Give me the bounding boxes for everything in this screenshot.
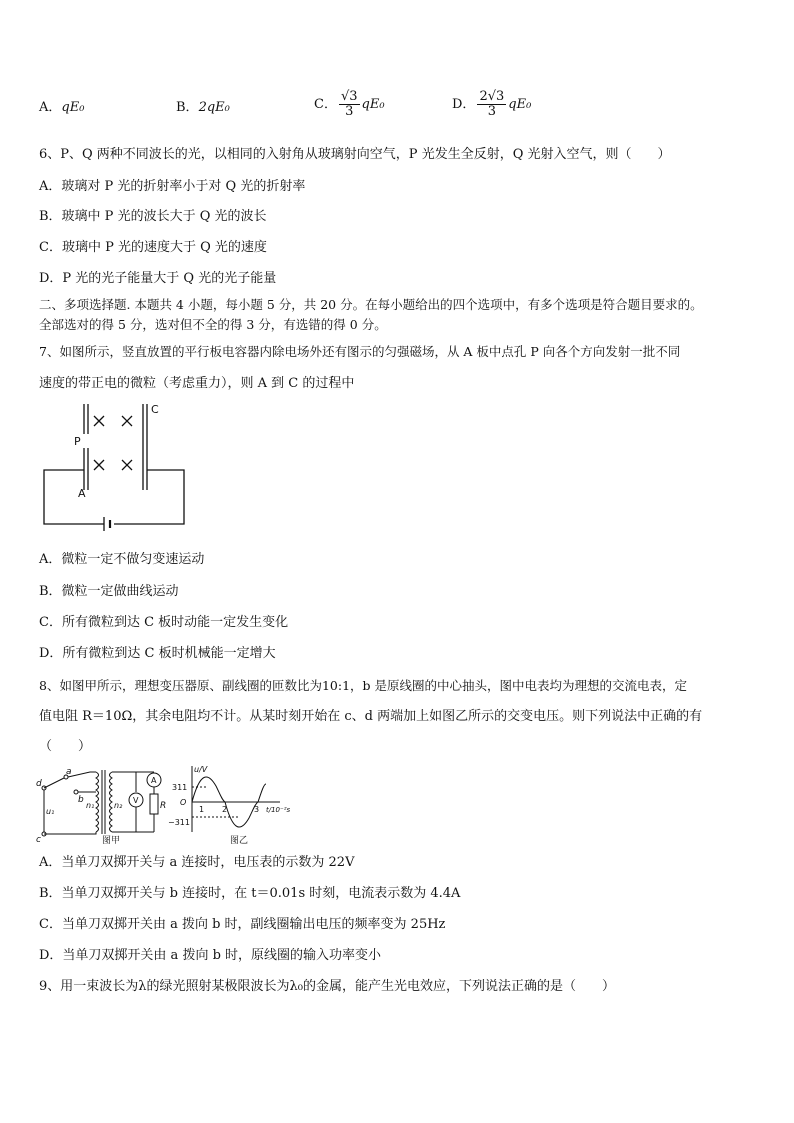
q5-option-b: B．2qE₀ (176, 100, 230, 115)
q8-label-c: c (36, 835, 41, 845)
q8-label-a: a (66, 767, 72, 777)
q8-caption-jia: 图甲 (102, 836, 121, 846)
q9-stem: 9、用一束波长为λ的绿光照射某极限波长为λ₀的金属，能产生光电效应，下列说法正确的是（ ） (39, 979, 615, 994)
q8-graph-tick-311: 311 (172, 783, 188, 792)
q7-option-a: A．微粒一定不做匀变速运动 (39, 552, 205, 567)
q6-option-c: C．玻璃中 P 光的速度大于 Q 光的速度 (39, 240, 267, 255)
q8-graph-ylabel: u/V (194, 765, 208, 774)
q8-label-n2: n₂ (114, 801, 123, 810)
q8-caption-yi: 图乙 (230, 836, 249, 846)
q8-voltmeter-label: V (133, 796, 139, 805)
q8-label-b: b (78, 795, 84, 805)
q8-option-c: C．当单刀双掷开关由 a 拨向 b 时，副线圈输出电压的频率变为 25Hz (39, 917, 446, 932)
q8-graph-tick-3: 3 (254, 805, 260, 814)
q8-option-a: A．当单刀双掷开关与 a 连接时，电压表的示数为 22V (39, 855, 355, 870)
q7-label-a: A (78, 487, 86, 500)
q8-graph-xlabel: t/10⁻²s (266, 806, 291, 814)
q7-label-p: P (74, 435, 81, 448)
q8-ammeter-label: A (151, 776, 157, 785)
q8-label-n1: n₁ (86, 801, 95, 810)
q6-option-b: B．玻璃中 P 光的波长大于 Q 光的波长 (39, 209, 267, 224)
q5-c-fraction: $\frac{√3}{3}$ (340, 89, 358, 119)
q7-option-c: C．所有微粒到达 C 板时动能一定发生变化 (39, 615, 289, 630)
q5-option-a: A．qE₀ (39, 100, 85, 115)
q8-stem-line2: 值电阻 R＝10Ω，其余电阻均不计。从某时刻开始在 c、d 两端加上如图乙所示的交变电压。则下列说法中正确的有 (39, 709, 703, 724)
q8-resistor-label: R (160, 801, 167, 811)
q8-label-d: d (36, 779, 42, 789)
q6-option-d: D．P 光的光子能量大于 Q 光的光子能量 (39, 271, 277, 286)
q8-graph-tick-neg311: −311 (168, 818, 190, 827)
q7-stem-line2: 速度的带正电的微粒（考虑重力），则 A 到 C 的过程中 (39, 376, 355, 391)
q8-graph-tick-1: 1 (199, 805, 205, 814)
q7-option-d: D．所有微粒到达 C 板时机械能一定增大 (39, 646, 276, 661)
q5-option-d: D． $\frac{2√3}{3}$ qE₀ (452, 89, 532, 119)
q6-option-a: A．玻璃对 P 光的折射率小于对 Q 光的折射率 (39, 179, 306, 194)
q8-option-b: B．当单刀双掷开关与 b 连接时，在 t＝0.01s 时刻，电流表示数为 4.4A (39, 886, 461, 901)
q8-label-u1: u₁ (46, 807, 55, 816)
q8-voltage-graph (168, 762, 308, 846)
q7-label-c: C (151, 403, 159, 416)
q8-graph-tick-2: 2 (222, 805, 228, 814)
q8-stem-line3: （ ） (39, 739, 92, 754)
q6-stem: 6、P、Q 两种不同波长的光，以相同的入射角从玻璃射向空气，P 光发生全反射，Q 光射入空气，则（ ） (39, 147, 671, 162)
q8-graph-origin: O (180, 798, 187, 807)
q8-option-d: D．当单刀双掷开关由 a 拨向 b 时，原线圈的输入功率变小 (39, 948, 382, 963)
q5-d-fraction: $\frac{2√3}{3}$ (479, 89, 505, 119)
section-2-heading: 二、多项选择题. 本题共 4 小题，每小题 5 分，共 20 分。在每小题给出的四个选项中，有多个选项是符合题目要求的。 (39, 297, 703, 312)
q8-stem-line1: 8、如图甲所示，理想变压器原、副线圈的匝数比为10:1，b 是原线圈的中心抽头，图中电表均为理想的交流电表，定 (39, 678, 688, 693)
q5-option-c: C． $\frac{√3}{3}$ qE₀ (314, 89, 385, 119)
q7-stem-line1: 7、如图所示，竖直放置的平行板电容器内除电场外还有图示的匀强磁场，从 A 板中点孔 P 向各个方向发射一批不同 (39, 344, 681, 359)
section-2-scoring: 全部选对的得 5 分，选对但不全的得 3 分，有选错的得 0 分。 (39, 317, 387, 332)
q7-option-b: B．微粒一定做曲线运动 (39, 584, 179, 599)
q7-capacitor-figure (38, 398, 198, 534)
